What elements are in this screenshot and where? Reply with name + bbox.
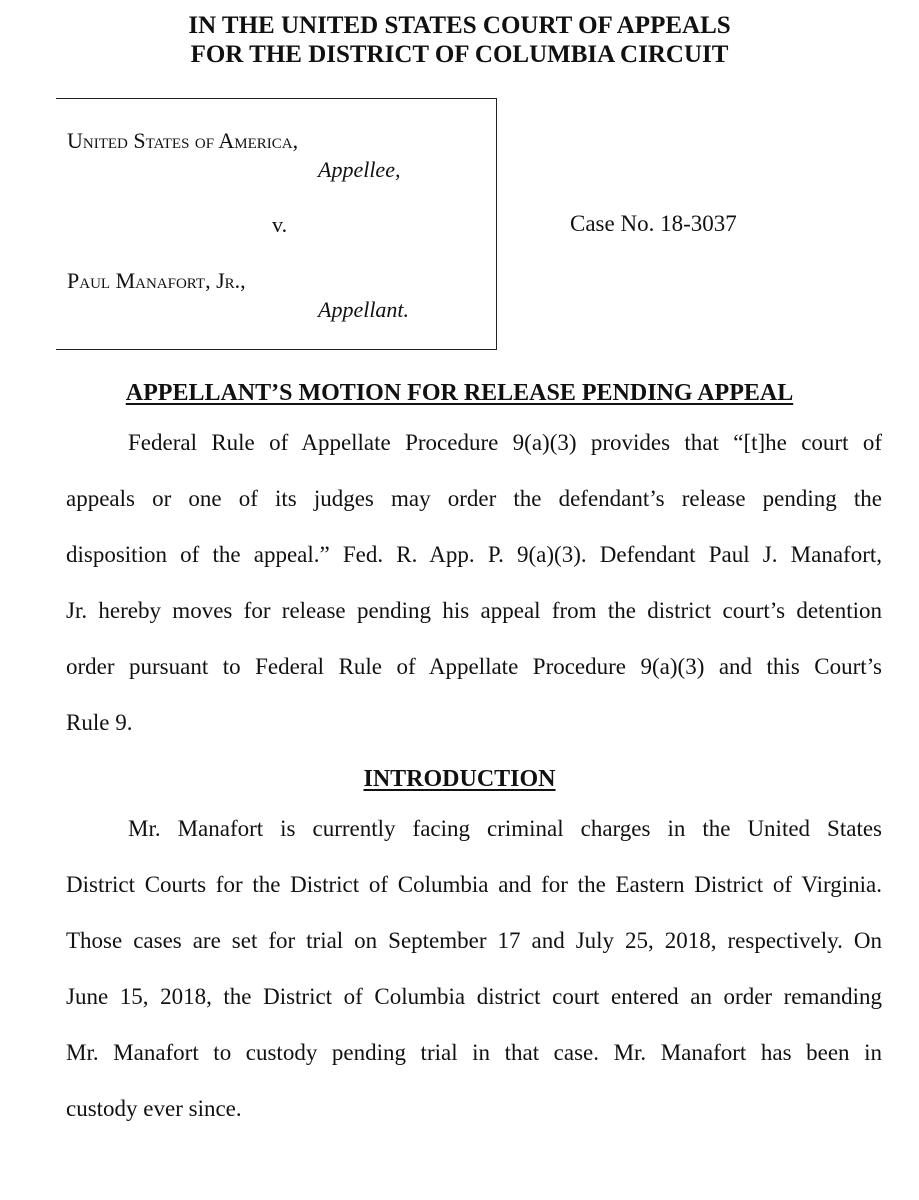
paragraph-line: Mr. Manafort is currently facing criminal charges in the United States (128, 816, 882, 841)
paragraph-line: custody ever since. (66, 1096, 242, 1121)
versus-label: v. (272, 212, 288, 237)
court-header (0, 11, 919, 69)
paragraph-line: Federal Rule of Appellate Procedure 9(a)(3) provides that “[t]he court of (128, 430, 882, 455)
paragraph-line: Rule 9. (66, 710, 133, 735)
paragraph-line: Jr. hereby moves for release pending his appeal from the district court’s detention (66, 598, 882, 623)
plaintiff-name: United States of America, (67, 128, 299, 153)
motion-title: APPELLANT’S MOTION FOR RELEASE PENDING APPEAL (125, 380, 794, 406)
defendant-role: Appellant. (318, 297, 410, 322)
paragraph-line: Those cases are set for trial on September 17 and July 25, 2018, respectively. On (66, 928, 882, 953)
introduction-heading: INTRODUCTION (363, 766, 556, 792)
paragraph-line: order pursuant to Federal Rule of Appellate Procedure 9(a)(3) and this Court’s (66, 654, 882, 679)
paragraph-line: June 15, 2018, the District of Columbia district court entered an order remanding (66, 984, 882, 1009)
paragraph-line: disposition of the appeal.” Fed. R. App. P. 9(a)(3). Defendant Paul J. Manafort, (66, 542, 882, 567)
court-name-line-2: FOR THE DISTRICT OF COLUMBIA CIRCUIT (190, 41, 729, 68)
case-number: Case No. 18-3037 (570, 211, 737, 236)
plaintiff-role: Appellee, (318, 157, 401, 182)
defendant-name: Paul Manafort, Jr., (67, 268, 246, 293)
court-name-line-1: IN THE UNITED STATES COURT OF APPEALS (188, 12, 731, 39)
paragraph-line: District Courts for the District of Columbia and for the Eastern District of Virginia. (66, 872, 882, 897)
paragraph-line: appeals or one of its judges may order the defendant’s release pending the (66, 486, 882, 511)
paragraph-line: Mr. Manafort to custody pending trial in that case. Mr. Manafort has been in (66, 1040, 882, 1065)
